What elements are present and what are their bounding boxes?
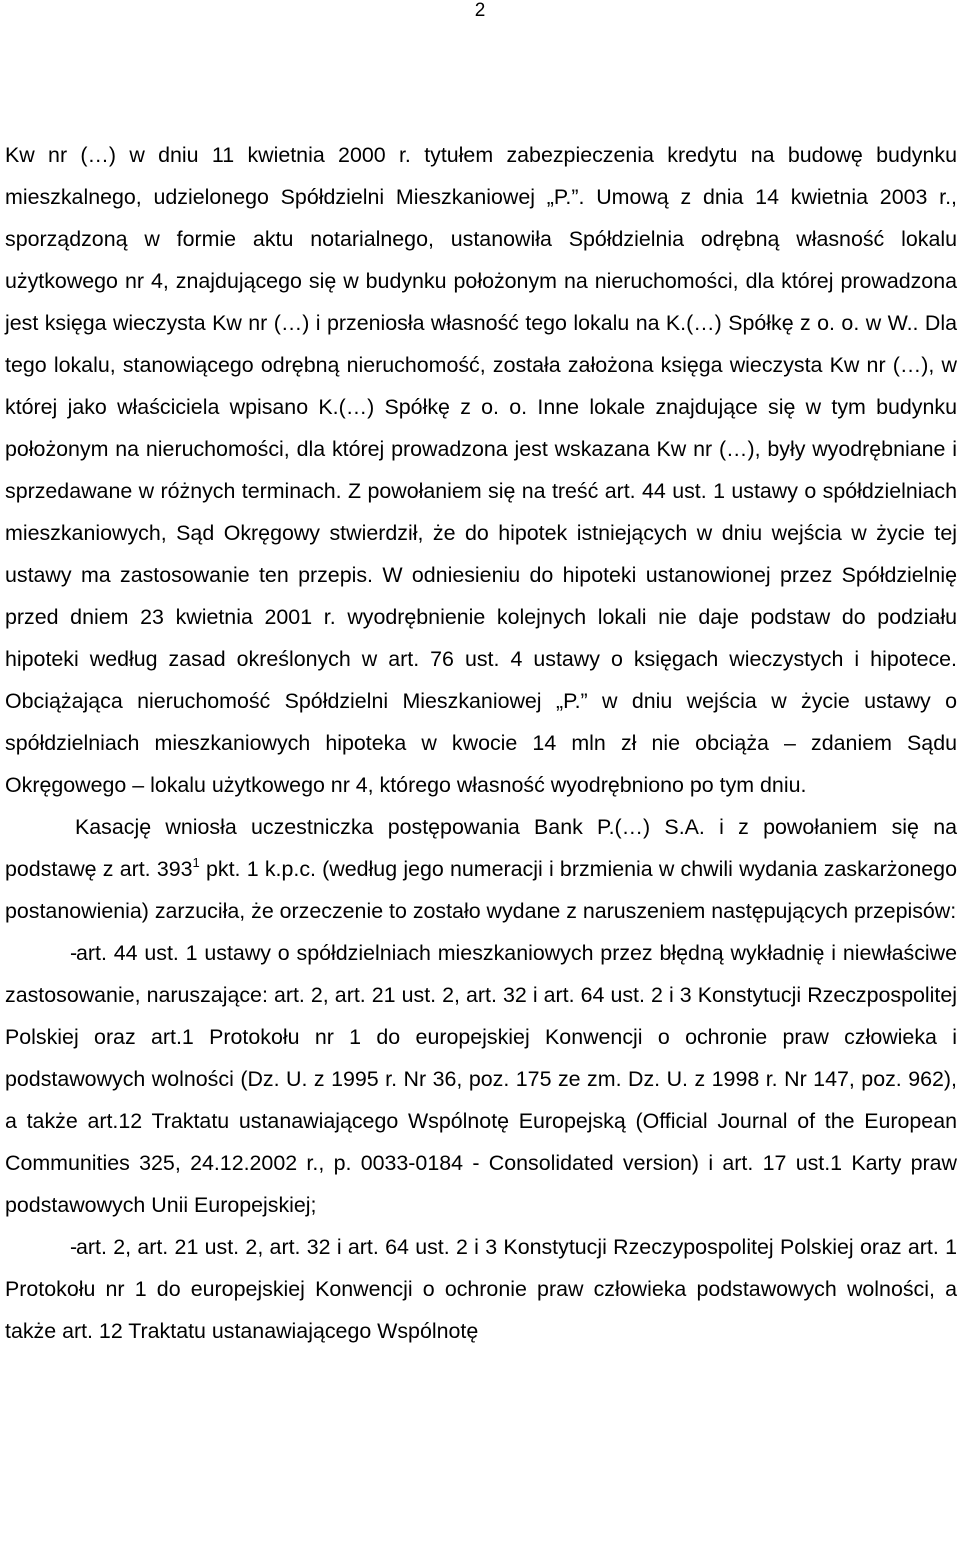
paragraph-2 <box>5 806 957 932</box>
list-item-text-first: art. 2, art. 21 ust. 2, art. 32 i art. 64 ust. 2 i 3 Konstytucji Rzeczypospolitej <box>76 1235 774 1259</box>
paragraph-2-text-b: pkt. 1 k.p.c. (według jego numeracji i brzmienia w chwili wydania zaskarżonego postanowienia) zarzuciła, że orzeczenie to zostało wydane z naruszeniem następujących przepisów: <box>5 857 957 923</box>
list-item-1 <box>5 932 957 1226</box>
list-item-text-rest: Polskiej oraz art. 1 Protokołu nr 1 do europejskiej Konwencji o ochronie praw człowieka podstawowych wolności, a także art. 12 Traktatu ustanawiającego Wspólnotę <box>5 1235 957 1343</box>
list-dash: - <box>70 941 78 965</box>
list-item-text-first: art. 44 ust. 1 ustawy o spółdzielniach mieszkaniowych przez błędną <box>76 941 724 965</box>
document-body <box>5 134 957 1352</box>
paragraph-1: Kw nr (…) w dniu 11 kwietnia 2000 r. tytułem zabezpieczenia kredytu na budowę budynku mieszkalnego, udzielonego Spółdzielni Mieszkaniowej „P.”. Umową z dnia 14 kwietnia 2003 r., sporządzoną w formie aktu notarialnego, ustanowiła Spółdzielnia odrębną własność lokalu użytkowego nr 4, znajdującego się w budynku położonym na nieruchomości, dla której prowadzona jest księga wieczysta Kw nr (…) i przeniosła własność tego lokalu na K.(…) Spółkę z o. o. w W.. Dla tego lokalu, stanowiącego odrębną nieruchomość, została założona księga wieczysta Kw nr (…), w której jako właściciela wpisano K.(…) Spółkę z o. o. Inne lokale znajdujące się w tym budynku położonym na nieruchomości, dla której prowadzona jest wskazana Kw nr (…), były wyodrębniane i sprzedawane w różnych terminach. Z powołaniem się na treść art. 44 ust. 1 ustawy o spółdzielniach mieszkaniowych, Sąd Okręgowy stwierdził, że do hipotek istniejących w dniu wejścia w życie tej ustawy ma zastosowanie ten przepis. W odniesieniu do hipoteki ustanowionej przez Spółdzielnię przed dniem 23 kwietnia 2001 r. wyodrębnienie kolejnych lokali nie daje podstaw do podziału hipoteki według zasad określonych w art. 76 ust. 4 ustawy o księgach wieczystych i hipotece. Obciążająca nieruchomość Spółdzielni Mieszkaniowej „P.” w dniu wejścia w życie ustawy o spółdzielniach mieszkaniowych hipoteka w kwocie 14 mln zł nie obciąża – zdaniem Sądu Okręgowego – lokalu użytkowego nr 4, którego własność wyodrębniono po tym dniu. <box>5 143 957 797</box>
superscript: 1 <box>192 855 200 870</box>
paragraph-2-text-a: Kasację wniosła uczestniczka postępowania Bank P.(…) S.A. i z powołaniem się na podstawę z art. 393 <box>5 815 957 881</box>
list-dash: - <box>70 1235 78 1259</box>
list-item-2 <box>5 1226 957 1352</box>
page-number: 2 <box>474 0 486 21</box>
list-item-text-rest: wykładnię i niewłaściwe zastosowanie, naruszające: art. 2, art. 21 ust. 2, art. 32 i art. 64 ust. 2 i 3 Konstytucji Rzeczpospolitej Polskiej oraz art.1 Protokołu nr 1 do europejskiej Konwencji o ochronie praw człowieka i podstawowych wolności (Dz. U. z 1995 r. Nr 36, poz. 175 ze zm. Dz. U. z 1998 r. Nr 147, poz. 962), a także art.12 Traktatu ustanawiającego Wspólnotę Europejską (Official Journal of the European Communities 325, 24.12.2002 r., p. 0033-0184 - Consolidated version) i art. 17 ust.1 Karty praw podstawowych Unii Europejskiej; <box>5 941 957 1217</box>
